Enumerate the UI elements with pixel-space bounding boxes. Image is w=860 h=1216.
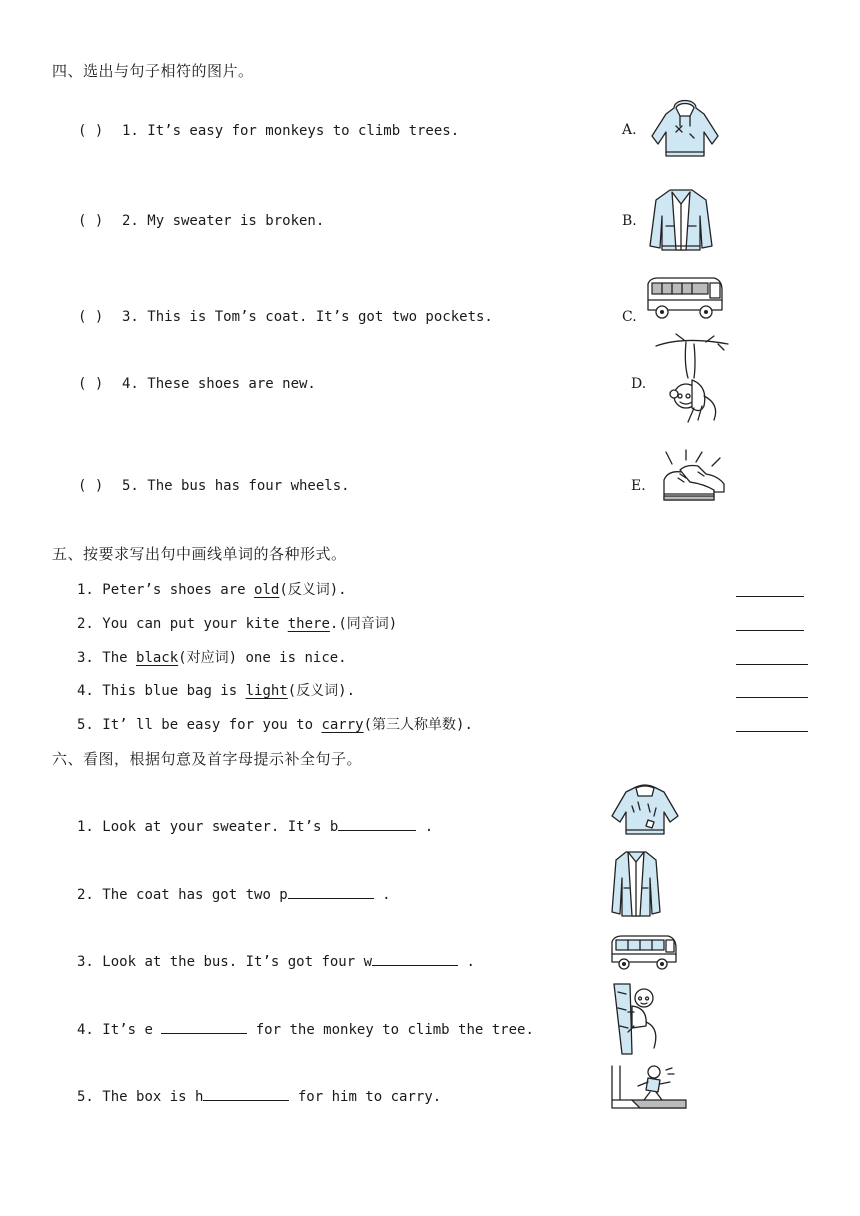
- torn-sweater-icon: [608, 782, 682, 840]
- item-number: 5.: [77, 717, 94, 733]
- section5-heading: 五、按要求写出句中画线单词的各种形式。: [52, 545, 347, 563]
- answer-line-1[interactable]: [736, 596, 804, 597]
- section4-item-5: [78, 478, 350, 494]
- item-text: 2. My sweater is broken.: [122, 213, 325, 229]
- item-post: (对应词) one is nice.: [178, 650, 347, 666]
- section5-item-5: [77, 714, 473, 734]
- item-pre: This blue bag is: [102, 683, 246, 699]
- item-number: 4.: [77, 1022, 94, 1038]
- item-pre: It’ ll be easy for you to: [102, 717, 322, 733]
- section4-item-4: [78, 376, 316, 392]
- item-number: 1.: [77, 582, 94, 598]
- underlined-word: old: [254, 582, 280, 598]
- section6-heading: 六、看图，根据句意及首字母提示补全句子。: [52, 750, 363, 768]
- option-letter-a: A.: [622, 122, 637, 138]
- item-post: (第三人称单数).: [363, 717, 473, 733]
- sneakers-icon: [658, 450, 728, 508]
- item-post: .: [458, 954, 475, 970]
- item-pre: Look at your sweater. It’s b: [102, 819, 339, 835]
- section6-item-2: [77, 884, 391, 903]
- answer-paren[interactable]: ( ): [78, 213, 104, 229]
- section6-item-1: [77, 816, 433, 835]
- section6-item-4: [77, 1019, 534, 1038]
- coat-icon: [610, 848, 662, 918]
- item-post: for him to carry.: [289, 1089, 442, 1105]
- monkey-icon: [654, 334, 730, 426]
- item-number: 3.: [77, 954, 94, 970]
- option-letter-c: C.: [622, 309, 637, 325]
- bus-icon: [608, 932, 678, 974]
- answer-line-2[interactable]: [736, 630, 804, 631]
- jacket-icon: [646, 186, 716, 256]
- item-pre: Look at the bus. It’s got four w: [102, 954, 373, 970]
- item-pre: The coat has got two p: [102, 887, 288, 903]
- item-pre: Peter’s shoes are: [102, 582, 255, 598]
- item-number: 1.: [77, 819, 94, 835]
- climbing-monkey-icon: [608, 982, 664, 1056]
- section4-heading: 四、选出与句子相符的图片。: [52, 62, 254, 80]
- section5-item-2: [77, 613, 397, 633]
- item-text: 1. It’s easy for monkeys to climb trees.: [122, 123, 460, 139]
- item-number: 5.: [77, 1089, 94, 1105]
- fill-blank[interactable]: [372, 951, 458, 966]
- underlined-word: there: [287, 616, 330, 632]
- fill-blank[interactable]: [288, 884, 374, 899]
- option-letter-b: B.: [622, 213, 637, 229]
- item-number: 2.: [77, 887, 94, 903]
- answer-line-5[interactable]: [736, 731, 808, 732]
- bus-icon: [644, 274, 726, 324]
- answer-paren[interactable]: ( ): [78, 123, 104, 139]
- item-number: 2.: [77, 616, 94, 632]
- section5-item-3: [77, 647, 347, 667]
- item-post: (反义词).: [287, 683, 356, 699]
- answer-line-3[interactable]: [736, 664, 808, 665]
- section6-item-5: [77, 1086, 441, 1105]
- section6-item-3: [77, 951, 475, 970]
- section5-item-4: [77, 680, 355, 700]
- option-letter-d: D.: [631, 376, 647, 392]
- item-number: 4.: [77, 683, 94, 699]
- item-pre: The: [102, 650, 137, 666]
- answer-paren[interactable]: ( ): [78, 376, 104, 392]
- item-post: .(同音词): [329, 616, 398, 632]
- item-pre: The box is h: [102, 1089, 204, 1105]
- fill-blank[interactable]: [161, 1019, 247, 1034]
- boy-pushing-box-icon: [608, 1064, 688, 1112]
- section5-item-1: [77, 579, 347, 599]
- option-letter-e: E.: [631, 478, 646, 494]
- item-post: (反义词).: [279, 582, 347, 598]
- hooded-sweater-icon: [646, 96, 724, 164]
- item-text: 3. This is Tom’s coat. It’s got two pockets.: [122, 309, 493, 325]
- underlined-word: carry: [321, 717, 364, 733]
- item-post: .: [416, 819, 434, 835]
- underlined-word: light: [245, 683, 288, 699]
- answer-line-4[interactable]: [736, 697, 808, 698]
- section4-item-2: [78, 213, 324, 229]
- item-pre: It’s e: [102, 1022, 162, 1038]
- underlined-word: black: [136, 650, 179, 666]
- section4-item-3: [78, 309, 493, 325]
- item-text: 5. The bus has four wheels.: [122, 478, 350, 494]
- answer-paren[interactable]: ( ): [78, 309, 104, 325]
- answer-paren[interactable]: ( ): [78, 478, 104, 494]
- section4-item-1: [78, 123, 459, 139]
- item-pre: You can put your kite: [102, 616, 288, 632]
- fill-blank[interactable]: [203, 1086, 289, 1101]
- item-post: .: [373, 887, 391, 903]
- item-text: 4. These shoes are new.: [122, 376, 316, 392]
- fill-blank[interactable]: [338, 816, 416, 831]
- item-post: for the monkey to climb the tree.: [247, 1022, 534, 1038]
- item-number: 3.: [77, 650, 94, 666]
